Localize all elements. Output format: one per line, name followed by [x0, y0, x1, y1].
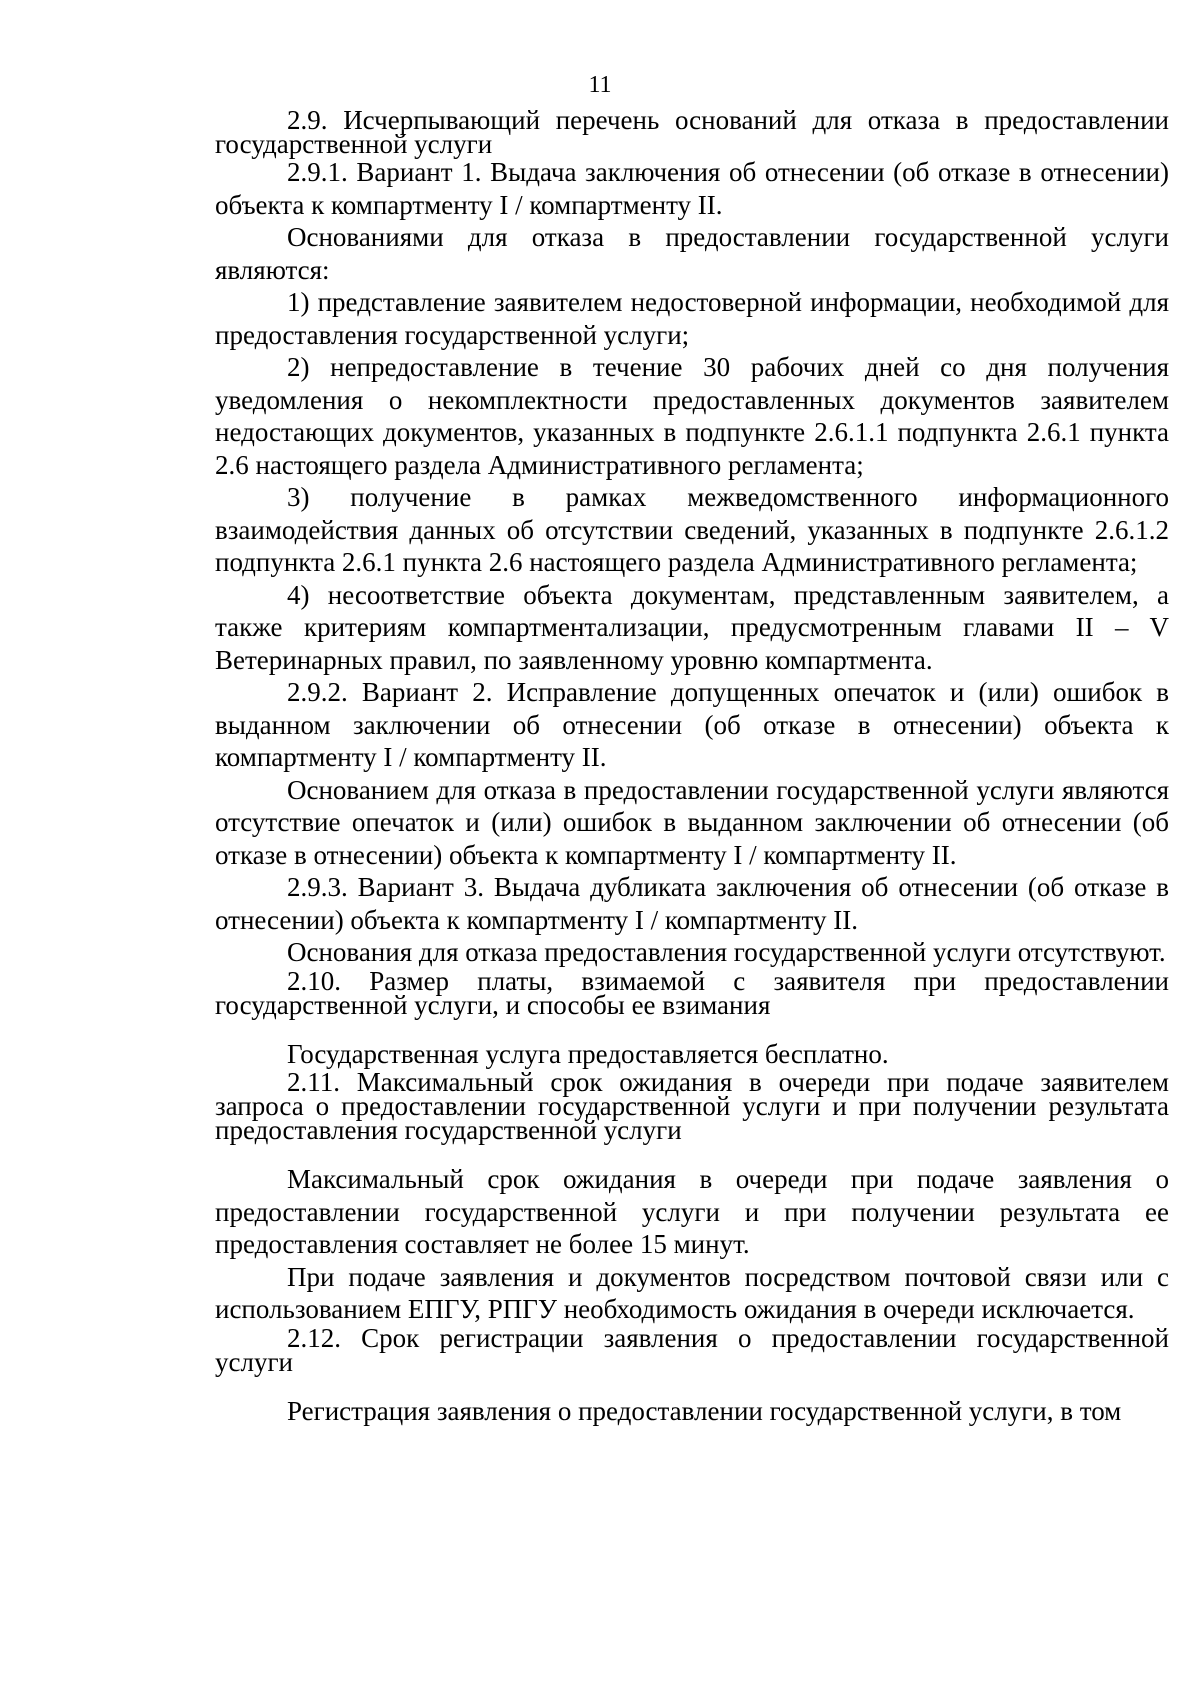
paragraph-wait-time: Максимальный срок ожидания в очереди при подаче заявления о предоставлении государственной услуги и при получении результата ее предоставления составляет не более 15 минут. [215, 1164, 1169, 1259]
section-heading-2-11: 2.11. Максимальный срок ожидания в очереди при подаче заявителем запроса о предоставлении государственной услуги и при получении результата предоставления государственной услуги [215, 1067, 1169, 1145]
paragraph-no-queue: При подаче заявления и документов посредством почтовой связи или с использованием ЕПГУ, РПГУ необходимость ожидания в очереди исключается. [215, 1261, 1169, 1324]
document-body [215, 105, 1169, 1427]
paragraph-2-9-3-grounds: Основания для отказа предоставления государственной услуги отсутствуют. [287, 937, 1166, 967]
paragraph-2-9-3: 2.9.3. Вариант 3. Выдача дубликата заключения об отнесении (об отказе в отнесении) объекта к компартменту I / компартменту II. [215, 872, 1169, 935]
section-heading-2-10: 2.10. Размер платы, взимаемой с заявителя при предоставлении государственной услуги, и способы ее взимания [215, 965, 1169, 1020]
list-item-2: 2) непредоставление в течение 30 рабочих дней со дня получения уведомления о некомплектности предоставленных документов заявителем недостающих документов, указанных в подпункте 2.6.1.1 подпункта 2.6.1 пункта 2.6 настоящего раздела Административного регламента; [215, 352, 1169, 480]
paragraph-2-9-2-grounds: Основанием для отказа в предоставлении государственной услуги являются отсутствие опечаток и (или) ошибок в выданном заключении об отнесении (об отказе в отнесении) объекта к компартменту I / компартменту II. [215, 774, 1169, 870]
list-item-1: 1) представление заявителем недостоверной информации, необходимой для предоставления государственной услуги; [215, 287, 1169, 350]
list-item-4: 4) несоответствие объекта документам, представленным заявителем, а также критериям компартментализации, предусмотренным главами II – V Ветеринарных правил, по заявленному уровню компартмента. [215, 579, 1169, 675]
paragraph-registration: Регистрация заявления о предоставлении государственной услуги, в том [287, 1395, 1122, 1426]
section-heading-2-9: 2.9. Исчерпывающий перечень оснований для отказа в предоставлении государственной услуги [215, 105, 1169, 159]
list-item-3: 3) получение в рамках межведомственного информационного взаимодействия данных об отсутствии сведений, указанных в подпункте 2.6.1.2 подпункта 2.6.1 пункта 2.6 настоящего раздела Административного регламента; [215, 482, 1169, 577]
page-number: 11 [588, 72, 612, 98]
paragraph-2-9-2: 2.9.2. Вариант 2. Исправление допущенных опечаток и (или) ошибок в выданном заключении об отнесении (об отказе в отнесении) объекта к компартменту I / компартменту II. [215, 677, 1169, 772]
section-heading-2-12: 2.12. Срок регистрации заявления о предоставлении государственной услуги [215, 1322, 1169, 1377]
paragraph-2-9-1: 2.9.1. Вариант 1. Выдача заключения об отнесении (об отказе в отнесении) объекта к компартменту I / компартменту II. [215, 157, 1169, 220]
paragraph-grounds-intro: Основаниями для отказа в предоставлении государственной услуги являются: [215, 222, 1169, 285]
paragraph-free-of-charge: Государственная услуга предоставляется бесплатно. [287, 1038, 889, 1069]
